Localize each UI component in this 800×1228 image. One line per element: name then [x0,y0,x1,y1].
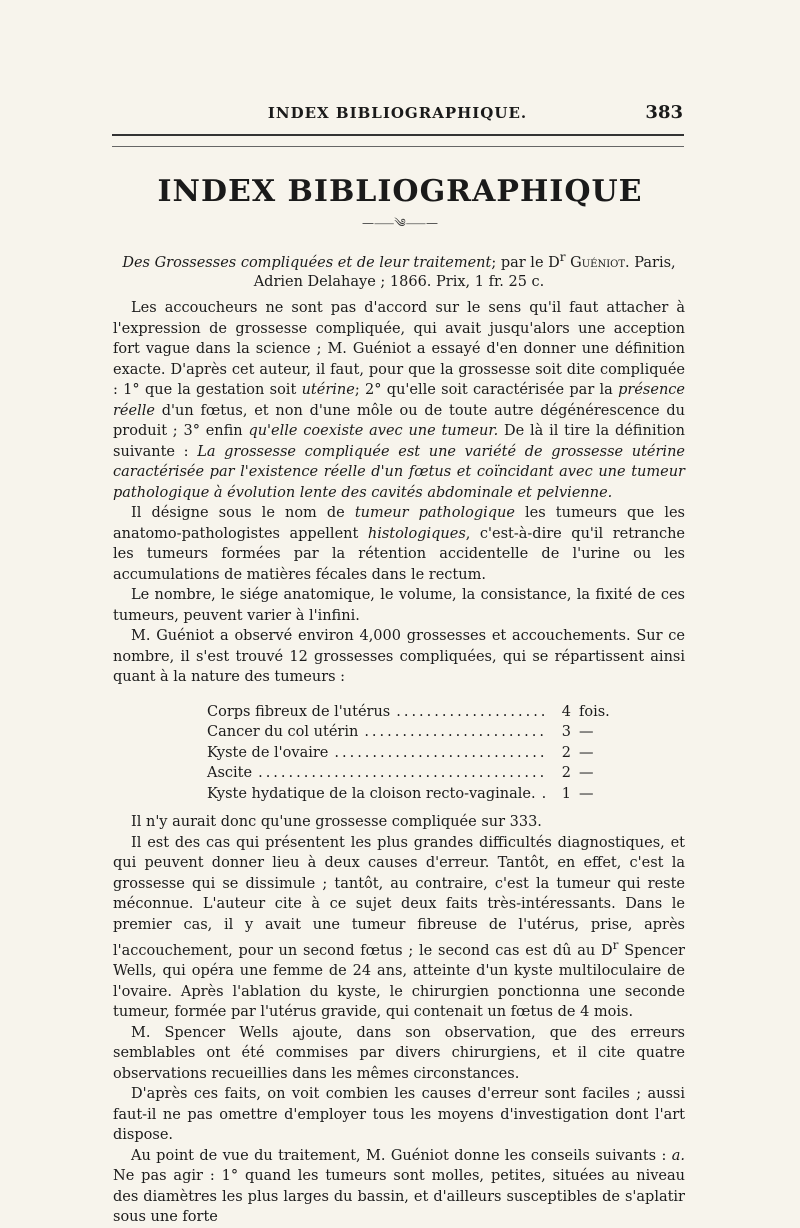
text-run: ; 2° qu'elle soit caractérisée par la [354,382,619,398]
dot-leader [542,784,547,805]
paragraph-8: D'après ces faits, on voit combien les causes d'erreur sont faciles ; aussi faut-il ne pas omettre d'employer tous les moyens d'investigation dont l'art dispose. [113,1086,685,1144]
header-rule [112,134,684,147]
superscript: r [612,938,619,952]
paragraph-6 [113,833,685,1023]
row-unit: — [579,765,594,781]
text-run: Au point de vue du traitement, M. Guéniot donne les conseils suivants : [131,1147,672,1164]
paragraph-1 [113,298,685,503]
dot-leader [396,702,547,723]
running-title: INDEX BIBLIOGRAPHIQUE. [267,104,528,122]
text-run: Il est des cas qui présentent les plus grandes difficultés diagnostiques, et qui peuvent donner lieu à deux causes d'erreur. Tantôt, en effet, c'est la grossesse qui se dissimule ; tantôt, au contraire, c'est la tumeur qui reste méconnue. L'auteur cite à ce sujet deux faits très-intéressants. Dans le premier cas, il y avait une tumeur fibreuse de l'utérus, prise, après l'accouchement, pour un second fœtus ; le second cas est dû au D [113,834,685,959]
bibliographic-reference [113,248,685,292]
dot-leader [258,763,547,784]
italic-run: présence réelle [113,382,685,419]
table-row [207,722,617,743]
paragraph-7: M. Spencer Wells ajoute, dans son observation, que des erreurs semblables ont été commises par divers chirurgiens, et il cite quatre observations recueillies dans les mêmes circonstances. [113,1024,685,1082]
reference-title: Des Grossesses compliquées et de leur traitement [122,254,492,271]
row-label: Ascite [207,765,253,781]
text-run: Il désigne sous le nom de [131,505,355,521]
reference-dr-sup: r [559,250,566,264]
table-row [207,763,617,784]
row-unit: — [579,724,594,740]
page-title: INDEX BIBLIOGRAPHIQUE [157,174,643,209]
ornament-divider: —⸺༄⸺— [361,216,439,230]
row-count: 1 [561,785,571,802]
paragraph-5: Il n'y aurait donc qu'une grossesse compliquée sur 333. [131,814,542,830]
paragraph-2 [113,503,685,585]
paragraph-4: M. Guéniot a observé environ 4,000 grossesses et accouchements. Sur ce nombre, il s'est trouvé 12 grossesses compliquées, qui se répartissent ainsi quant à la nature des tumeurs : [113,628,685,685]
text-run: Spencer Wells, qui opéra une femme de 24 ans, atteinte d'un kyste multiloculaire de l'ovaire. Après l'ablation du kyste, le chirurgien ponctionna une seconde tumeur, formée par l'utérus gravide, qui contenait un fœtus de 4 mois. [113,942,685,1021]
text-run: De là il tire la définition suivante : [113,423,685,460]
text-run: les tumeurs que les anatomo-pathologistes appellent [113,505,685,542]
row-label: Corps fibreux de l'utérus [207,703,391,720]
italic-run: qu'elle coexiste avec une tumeur. [248,423,499,439]
page-number: 383 [645,102,683,123]
tumor-count-table [207,702,617,805]
paragraph-3: Le nombre, le siége anatomique, le volume, la consistance, la fixité de ces tumeurs, peuvent varier à l'infini. [113,587,685,624]
reference-author: Guéniot [570,254,626,271]
row-label: Kyste de l'ovaire [207,744,329,761]
table-row [207,784,617,805]
row-count: 2 [561,765,571,781]
row-count: 4 [561,703,571,720]
italic-run: La grossesse compliquée est une variété de grossesse utérine caractérisée par l'existence réelle d'un fœtus et coïncidant avec une tumeur pathologique à évolution lente des cavités abdominale et pelvienne. [113,443,685,501]
row-label: Kyste hydatique de la cloison recto-vaginale. [207,785,536,802]
row-count: 2 [561,744,571,761]
table-row [207,743,617,764]
dot-leader [334,743,547,764]
row-unit: — [579,785,594,802]
row-unit: — [579,744,594,761]
text-run: Les accoucheurs ne sont pas d'accord sur le sens qu'il faut attacher à l'expression de grossesse compliquée, qui avait jusqu'alors une acception fort vague dans la science ; M. Guéniot a essayé d'en donner une définition exacte. D'après cet auteur, il faut, pour que la grossesse soit dite compliquée : 1° que la gestation soit [113,300,685,398]
italic-run: tumeur pathologique [354,505,515,521]
text-run: d'un fœtus, et non d'une môle ou de toute autre dégénérescence du produit ; 3° enfin [113,402,685,439]
row-unit: fois. [579,703,610,720]
reference-by: ; par le D [491,254,560,271]
row-label: Cancer du col utérin [207,724,359,740]
body-text [113,298,685,1228]
italic-run: utérine [301,382,355,398]
italic-run: a. [671,1147,685,1164]
text-run: , c'est-à-dire qu'il retranche les tumeurs formées par la rétention accidentelle de l'urine ou les accumulations de matières fécales dans le rectum. [113,525,685,583]
row-count: 3 [561,724,571,740]
paragraph-9 [113,1146,685,1228]
text-run: Ne pas agir : 1° quand les tumeurs sont molles, petites, situées au niveau des diamètres les plus larges du bassin, et d'ailleurs susceptibles de s'aplatir sous une forte [113,1168,685,1226]
italic-run: histologiques [367,525,466,542]
reference-publisher: . Paris, Adrien Delahaye ; 1866. Prix, 1 fr. 25 c. [253,254,676,290]
running-header [110,104,685,128]
table-row [207,702,617,723]
dot-leader [364,722,547,743]
